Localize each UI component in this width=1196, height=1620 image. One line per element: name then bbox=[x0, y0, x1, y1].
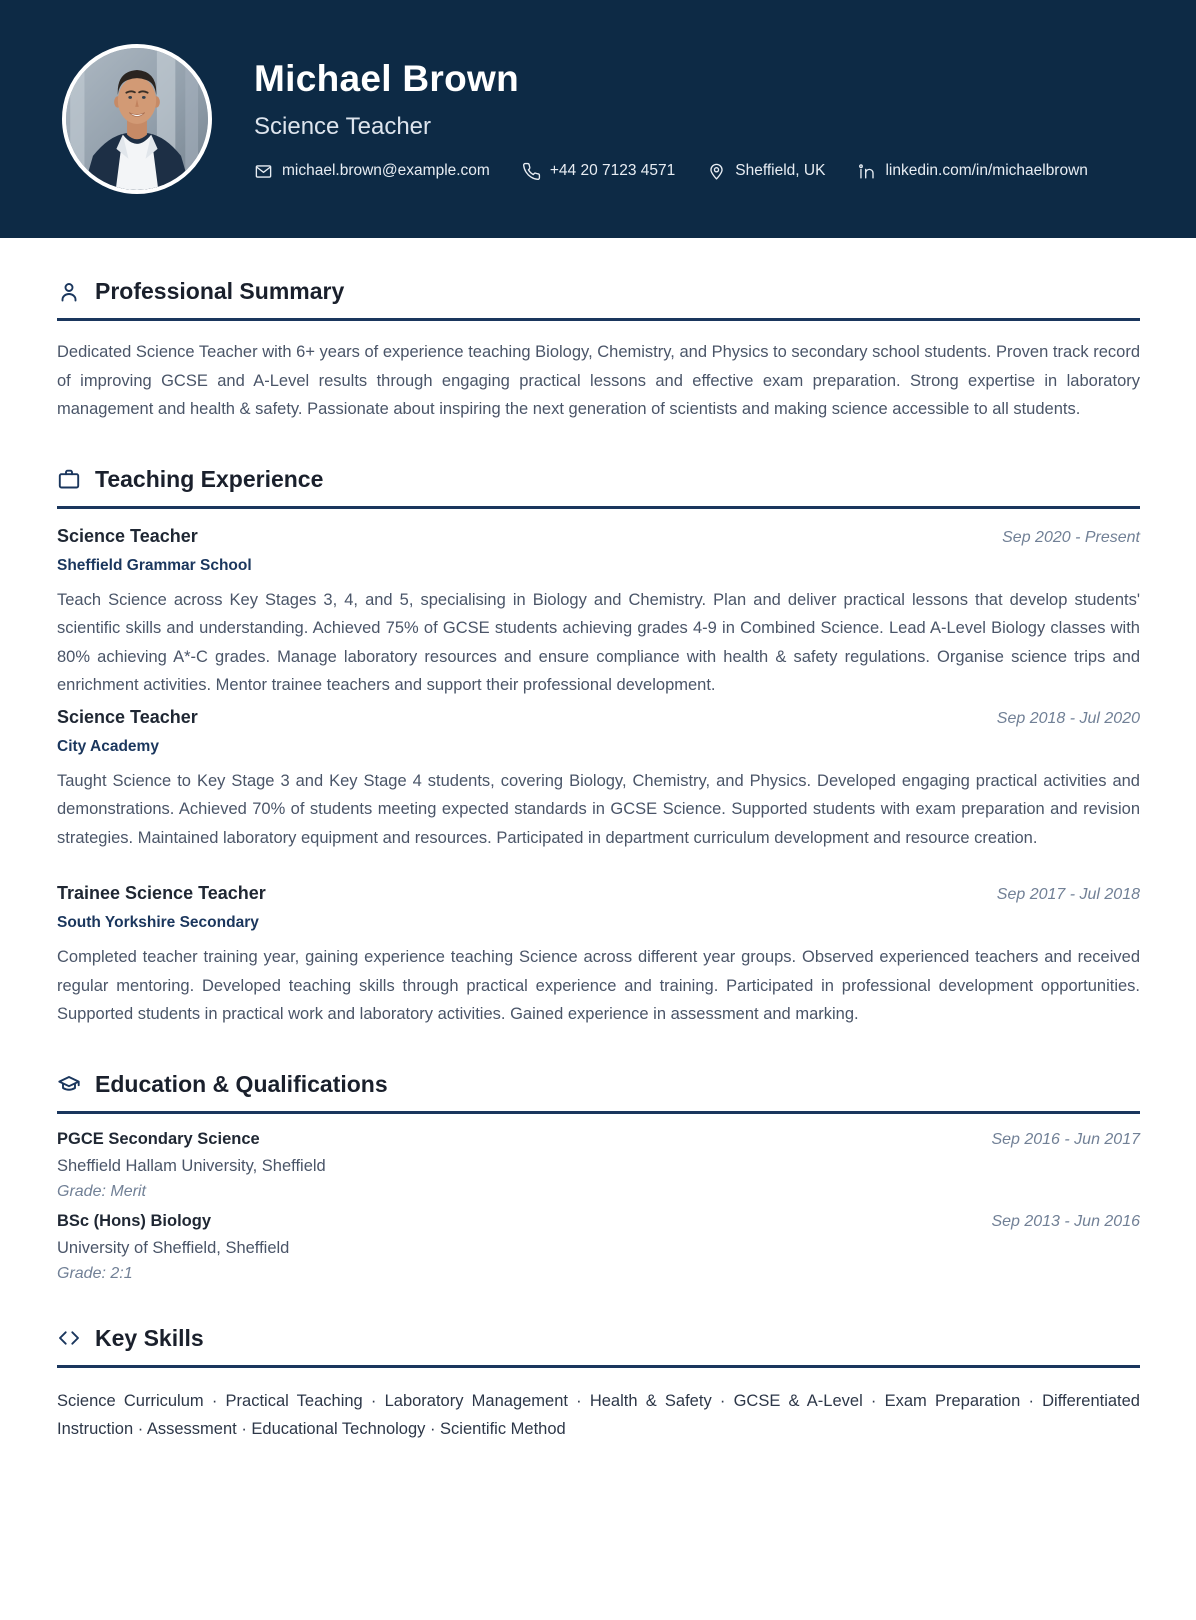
job-header-row bbox=[57, 526, 1140, 547]
header bbox=[0, 0, 1196, 238]
contact-phone-text: +44 20 7123 4571 bbox=[549, 162, 676, 179]
education-item bbox=[57, 1212, 1140, 1283]
experience-item bbox=[57, 707, 1140, 853]
section-skills bbox=[57, 1325, 1140, 1444]
contact-location-text: Sheffield, UK bbox=[735, 162, 826, 179]
section-experience bbox=[57, 466, 1140, 1029]
mail-icon bbox=[254, 162, 273, 181]
graduation-cap-icon bbox=[57, 1072, 81, 1096]
education-item bbox=[57, 1130, 1140, 1201]
job-company: South Yorkshire Secondary bbox=[57, 914, 259, 931]
education-header-row bbox=[57, 1130, 1140, 1149]
section-summary bbox=[57, 278, 1140, 424]
contact-email-text: michael.brown@example.com bbox=[282, 162, 490, 179]
phone-icon bbox=[522, 162, 541, 181]
job-title: Science Teacher bbox=[57, 706, 198, 727]
contact-phone bbox=[522, 162, 675, 181]
section-title: Teaching Experience bbox=[95, 465, 324, 492]
school-name: University of Sheffield, Sheffield bbox=[57, 1238, 290, 1257]
job-description: Teach Science across Key Stages 3, 4, and 5, specialising in Biology and Chemistry. Plan and deliver practical lessons that develop students' scientific skills and understanding. Achieved 75% of GCSE students achieving grades 4-9 in Combined Science. Lead A-Level Biology classes with 80% achieving A*-C grades. Manage laboratory resources and ensure compliance with health & safety regulations. Organise science trips and enrichment activities. Mentor trainee teachers and support their professional development. bbox=[57, 590, 1140, 694]
job-company: Sheffield Grammar School bbox=[57, 556, 252, 574]
linkedin-icon bbox=[857, 162, 876, 181]
section-title: Education & Qualifications bbox=[95, 1070, 388, 1097]
job-description: Completed teacher training year, gaining experience teaching Science across different year groups. Observed experienced teachers and received regular mentoring. Developed teaching skills through practical experience and training. Participated in professional development opportunities. Supported students in practical work and laboratory activities. Gained experience in assessment and marking. bbox=[57, 948, 1140, 1023]
education-header-row bbox=[57, 1212, 1140, 1231]
section-title: Key Skills bbox=[95, 1324, 204, 1351]
degree-title: BSc (Hons) Biology bbox=[57, 1211, 212, 1230]
skills-heading bbox=[57, 1325, 1140, 1368]
contact-location bbox=[707, 162, 825, 181]
job-dates: Sep 2017 - Jul 2018 bbox=[996, 886, 1140, 903]
job-title: Science Teacher bbox=[57, 525, 198, 546]
contact-linkedin bbox=[857, 162, 1087, 181]
job-title: Trainee Science Teacher bbox=[57, 883, 266, 903]
school-name: Sheffield Hallam University, Sheffield bbox=[57, 1156, 326, 1175]
experience-item bbox=[57, 883, 1140, 1029]
summary-text: Dedicated Science Teacher with 6+ years of experience teaching Biology, Chemistry, and Physics to secondary school students. Proven track record of improving GCSE and A-Level results through engaging practical lessons and effective exam preparation. Strong expertise in laboratory management and health & safety. Passionate about inspiring the next generation of scientists and making science accessible to all students. bbox=[57, 343, 1140, 418]
experience-item bbox=[57, 526, 1140, 700]
header-info bbox=[254, 58, 1088, 181]
education-dates: Sep 2013 - Jun 2016 bbox=[991, 1212, 1140, 1230]
degree-title: PGCE Secondary Science bbox=[57, 1129, 260, 1148]
avatar bbox=[62, 44, 212, 194]
job-dates: Sep 2018 - Jul 2020 bbox=[996, 709, 1140, 727]
job-header-row bbox=[57, 707, 1140, 728]
grade: Grade: 2:1 bbox=[57, 1264, 133, 1282]
contact-row bbox=[254, 162, 1088, 181]
job-dates: Sep 2020 - Present bbox=[1002, 528, 1140, 546]
section-title: Professional Summary bbox=[95, 278, 345, 304]
person-role: Science Teacher bbox=[254, 112, 431, 140]
user-icon bbox=[57, 280, 81, 304]
person-name: Michael Brown bbox=[254, 57, 519, 99]
education-heading bbox=[57, 1071, 1140, 1114]
profile-photo bbox=[66, 48, 208, 190]
experience-heading bbox=[57, 466, 1140, 509]
section-education bbox=[57, 1071, 1140, 1283]
briefcase-icon bbox=[57, 467, 81, 491]
grade: Grade: Merit bbox=[57, 1182, 146, 1200]
code-icon bbox=[57, 1326, 81, 1350]
resume-body bbox=[0, 238, 1196, 1444]
location-icon bbox=[707, 162, 726, 181]
summary-heading bbox=[57, 278, 1140, 321]
contact-email bbox=[254, 162, 490, 181]
skills-list: Science Curriculum · Practical Teaching · Laboratory Management · Health & Safety · GCSE & A-Level · Exam Preparation · Differentiated Instruction · Assessment · Educational Technology · Scientific Method bbox=[57, 1391, 1140, 1438]
job-company: City Academy bbox=[57, 737, 159, 755]
education-dates: Sep 2016 - Jun 2017 bbox=[991, 1130, 1140, 1148]
job-description: Taught Science to Key Stage 3 and Key Stage 4 students, covering Biology, Chemistry, and Physics. Developed engaging practical activities and demonstrations. Achieved 70% of students meeting expected standards in GCSE Science. Supported students with exam preparation and revision strategies. Maintained laboratory equipment and resources. Participated in department curriculum development and resource creation. bbox=[57, 771, 1140, 847]
job-header-row bbox=[57, 883, 1140, 904]
contact-linkedin-text: linkedin.com/in/michaelbrown bbox=[885, 162, 1088, 179]
